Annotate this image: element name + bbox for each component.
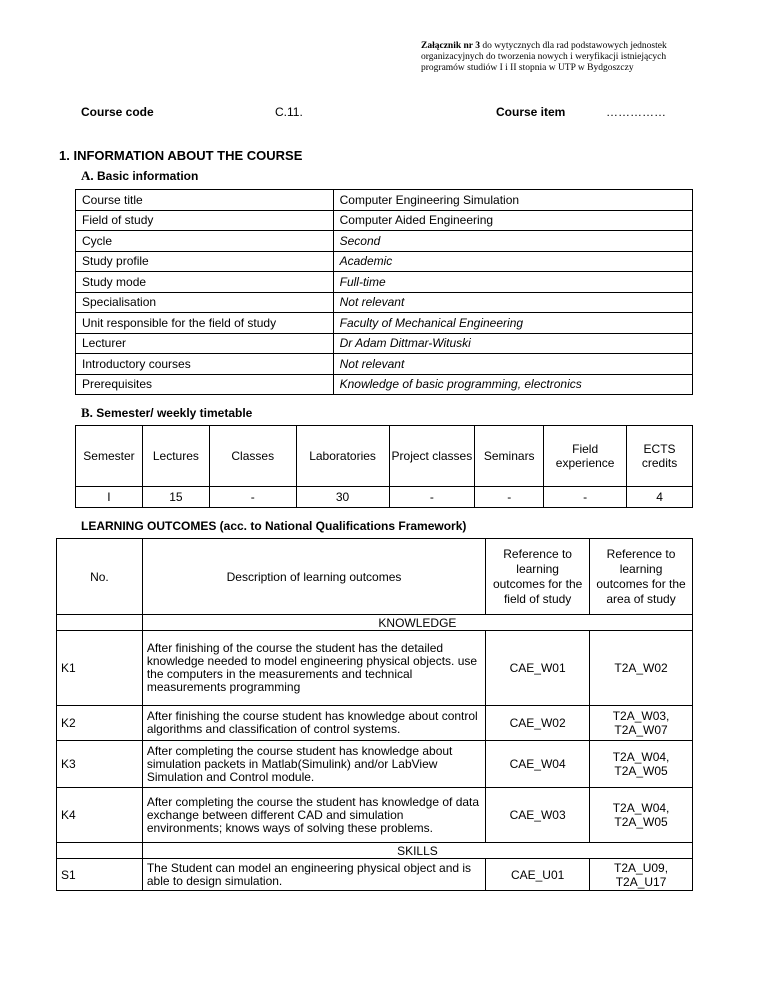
basic-info-table: [75, 189, 693, 395]
info-label: Lecturer: [76, 333, 334, 354]
semester-header-cell: Project classes: [389, 426, 475, 487]
outcome-desc: After finishing the course student has knowledge about control algorithms and classification of control systems.: [142, 706, 485, 741]
semester-title: Semester/ weekly timetable: [96, 406, 253, 420]
info-label: Unit responsible for the field of study: [76, 313, 334, 334]
info-label: Cycle: [76, 231, 334, 252]
info-row: [76, 374, 693, 395]
course-code-label: Course code: [81, 105, 154, 119]
info-row: [76, 333, 693, 354]
desc-header: Description of learning outcomes: [142, 539, 485, 615]
outcome-ref-field: CAE_W02: [486, 706, 590, 741]
outcome-row: [57, 859, 693, 891]
section-title: 1. INFORMATION ABOUT THE COURSE: [59, 148, 303, 163]
knowledge-band-spacer: [57, 615, 143, 631]
info-row: [76, 251, 693, 272]
outcome-ref-area: T2A_W04, T2A_W05: [590, 788, 693, 843]
info-label: Study mode: [76, 272, 334, 293]
ref-area-header: Reference to learning outcomes for the area of study: [590, 539, 693, 615]
ref-field-header: Reference to learning outcomes for the field of study: [486, 539, 590, 615]
outcomes-table: [56, 538, 693, 891]
outcome-row: [57, 788, 693, 843]
info-value: Computer Aided Engineering: [333, 210, 692, 231]
semester-value-cell: 15: [142, 487, 209, 508]
info-label: Specialisation: [76, 292, 334, 313]
info-row: [76, 210, 693, 231]
outcome-row: [57, 741, 693, 788]
outcome-ref-field: CAE_W04: [486, 741, 590, 788]
outcome-ref-area: T2A_U09, T2A_U17: [590, 859, 693, 891]
info-value: Computer Engineering Simulation: [333, 190, 692, 211]
course-code-value: C.11.: [275, 105, 303, 119]
info-row: [76, 231, 693, 252]
semester-header-cell: Seminars: [475, 426, 544, 487]
basic-info-letter: A.: [81, 168, 94, 183]
knowledge-band: KNOWLEDGE: [142, 615, 692, 631]
outcome-desc: After completing the course the student has knowledge of data exchange between different CAD and simulation environments; knows ways of solving these problems.: [142, 788, 485, 843]
semester-letter: B.: [81, 405, 93, 420]
info-label: Prerequisites: [76, 374, 334, 395]
info-label: Course title: [76, 190, 334, 211]
outcome-ref-area: T2A_W04, T2A_W05: [590, 741, 693, 788]
annex-note: [421, 41, 711, 74]
outcome-desc: After finishing of the course the student has the detailed knowledge needed to model engineering physical objects. use the computers in the measurements and technical measurements programming: [142, 631, 485, 706]
info-value: Dr Adam Dittmar-Wituski: [333, 333, 692, 354]
info-row: [76, 190, 693, 211]
annex-number: Załącznik nr 3: [421, 41, 480, 51]
outcome-row: [57, 631, 693, 706]
skills-band-row: [57, 843, 693, 859]
semester-value-cell: I: [76, 487, 143, 508]
outcome-ref-area: T2A_W02: [590, 631, 693, 706]
outcome-ref-field: CAE_W01: [486, 631, 590, 706]
annex-text: do wytycznych dla rad podstawowych jednostek organizacyjnych do tworzenia nowych i weryfikacji istniejących programów studiów I i II stopnia w UTP w Bydgoszczy: [421, 41, 667, 73]
info-value: Faculty of Mechanical Engineering: [333, 313, 692, 334]
info-row: [76, 292, 693, 313]
course-item-value: ……………: [606, 105, 666, 119]
outcome-no: K3: [57, 741, 143, 788]
knowledge-band-row: [57, 615, 693, 631]
outcome-no: S1: [57, 859, 143, 891]
basic-info-heading: [81, 168, 198, 184]
outcome-no: K2: [57, 706, 143, 741]
semester-header-cell: Semester: [76, 426, 143, 487]
outcome-desc: After completing the course student has knowledge about simulation packets in Matlab(Simulink) and/or LabView Simulation and Control module.: [142, 741, 485, 788]
semester-table: [75, 425, 693, 508]
info-label: Study profile: [76, 251, 334, 272]
basic-info-title: Basic information: [96, 169, 199, 183]
outcome-ref-field: CAE_W03: [486, 788, 590, 843]
outcomes-title: LEARNING OUTCOMES (acc. to National Qualifications Framework): [81, 519, 467, 533]
no-header: No.: [57, 539, 143, 615]
semester-header-cell: Lectures: [142, 426, 209, 487]
semester-value-cell: 4: [627, 487, 693, 508]
outcome-row: [57, 706, 693, 741]
info-row: [76, 272, 693, 293]
skills-band: SKILLS: [142, 843, 692, 859]
semester-heading: [81, 405, 252, 421]
info-row: [76, 313, 693, 334]
info-label: Field of study: [76, 210, 334, 231]
semester-header-cell: Classes: [209, 426, 296, 487]
outcome-no: K4: [57, 788, 143, 843]
info-label: Introductory courses: [76, 354, 334, 375]
info-value: Knowledge of basic programming, electronics: [333, 374, 692, 395]
semester-header-cell: ECTS credits: [627, 426, 693, 487]
semester-value-cell: -: [209, 487, 296, 508]
info-value: Full-time: [333, 272, 692, 293]
info-row: [76, 354, 693, 375]
semester-value-cell: 30: [296, 487, 389, 508]
info-value: Not relevant: [333, 292, 692, 313]
semester-header-cell: Laboratories: [296, 426, 389, 487]
outcome-ref-area: T2A_W03, T2A_W07: [590, 706, 693, 741]
course-item-label: Course item: [496, 105, 566, 119]
outcome-no: K1: [57, 631, 143, 706]
outcome-desc: The Student can model an engineering physical object and is able to design simulation.: [142, 859, 485, 891]
semester-value-cell: -: [389, 487, 475, 508]
outcome-ref-field: CAE_U01: [486, 859, 590, 891]
info-value: Not relevant: [333, 354, 692, 375]
semester-value-cell: -: [475, 487, 544, 508]
skills-band-spacer: [57, 843, 143, 859]
info-value: Second: [333, 231, 692, 252]
semester-value-cell: -: [544, 487, 627, 508]
info-value: Academic: [333, 251, 692, 272]
semester-header-cell: Field experience: [544, 426, 627, 487]
